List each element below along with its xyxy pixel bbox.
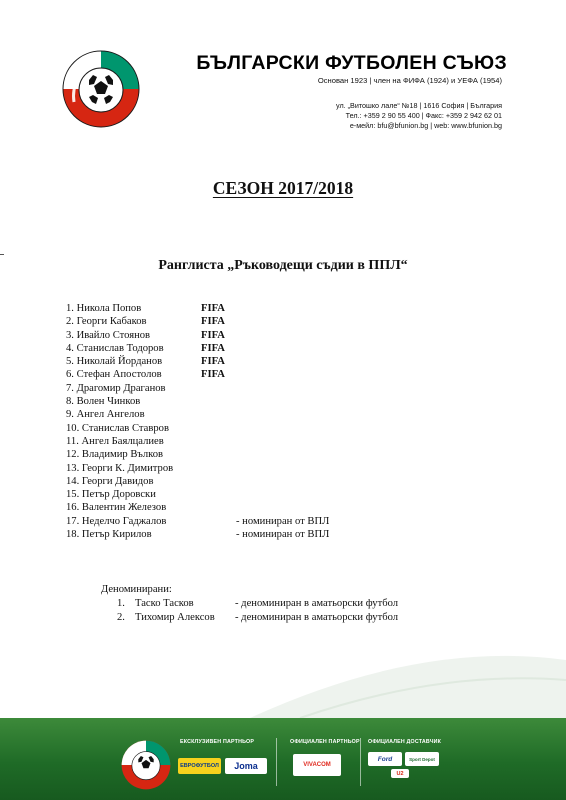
fifa-badge: FIFA	[201, 369, 225, 381]
address-line: ул. „Витошко лале“ №18 | 1616 София | България	[336, 101, 502, 110]
referee-row	[66, 515, 486, 528]
exclusive-partner-label: ЕКСКЛУЗИВЕН ПАРТНЬОР	[180, 739, 255, 745]
referee-row	[66, 368, 486, 381]
eurofootball-text: ЕВРОФУТБОЛ	[180, 763, 219, 769]
official-supplier-label: ОФИЦИАЛЕН ДОСТАВЧИК	[368, 739, 442, 745]
referee-row	[66, 382, 486, 395]
footer-divider	[360, 738, 361, 786]
referee-name: 11. Ангел Баялцалиев	[66, 435, 164, 447]
referee-row	[66, 462, 486, 475]
referee-name: 17. Неделчо Гаджалов	[66, 515, 167, 527]
referee-note: - номиниран от ВПЛ	[236, 515, 330, 527]
denominated-item	[117, 597, 447, 611]
joma-text: Joma	[234, 761, 258, 771]
margin-mark	[0, 254, 4, 255]
sport-depot-text: Sport Depot	[409, 756, 435, 762]
eurofootball-logo	[178, 758, 221, 774]
referee-row	[66, 501, 486, 514]
referee-row	[66, 342, 486, 355]
referee-name: 3. Ивайло Стоянов	[66, 329, 151, 341]
referee-name: Тихомир Алексов	[135, 612, 215, 623]
referee-name: 9. Ангел Ангелов	[66, 409, 145, 421]
referee-row	[66, 448, 486, 461]
u2-text: U2	[396, 770, 404, 777]
referee-name: 1. Никола Попов	[66, 303, 142, 314]
bfu-logo	[62, 50, 140, 128]
ford-logo	[368, 752, 402, 766]
referee-note: - деноминиран в аматьорски футбол	[235, 612, 399, 623]
referee-name: 7. Драгомир Драганов	[66, 382, 166, 394]
referee-name: 14. Георги Давидов	[66, 475, 154, 487]
referee-name: 6. Стефан Апостолов	[66, 369, 162, 381]
referee-name: 10. Станислав Ставров	[66, 422, 169, 434]
referee-name: 15. Петър Доровски	[66, 489, 156, 501]
official-partner-label: ОФИЦИАЛЕН ПАРТНЬОР	[290, 739, 360, 745]
referee-name: 8. Волен Чинков	[66, 396, 141, 408]
phone-fax-line: Тел.: +359 2 90 55 400 | Факс: +359 2 942 62 01	[345, 111, 502, 120]
sport-depot-logo	[405, 752, 439, 766]
referee-name: 4. Станислав Тодоров	[66, 342, 164, 354]
referee-name: 2. Георги Кабаков	[66, 316, 147, 328]
footer-divider	[276, 738, 277, 786]
fifa-badge: FIFA	[201, 316, 225, 328]
fifa-badge: FIFA	[201, 356, 225, 368]
referee-row	[66, 408, 486, 421]
referee-row	[66, 488, 486, 501]
referee-row	[66, 329, 486, 342]
referee-name: Таско Тасков	[135, 598, 194, 609]
footer-bfu-logo	[121, 740, 171, 790]
item-number: 1.	[117, 598, 125, 609]
referee-name: 13. Георги К. Димитров	[66, 462, 174, 474]
denominated-heading: Деноминирани:	[101, 584, 172, 595]
referee-row	[66, 422, 486, 435]
organization-founded: Основан 1923 | член на ФИФА (1924) и УЕФА (1954)	[317, 76, 502, 85]
referee-row	[66, 395, 486, 408]
organization-name: БЪЛГАРСКИ ФУТБОЛЕН СЪЮЗ	[196, 52, 507, 74]
referee-name: 16. Валентин Железов	[66, 502, 167, 514]
ranking-title: Ранглиста „Ръководещи съдии в ППЛ“	[158, 258, 408, 273]
referee-name: 18. Петър Кирилов	[66, 529, 152, 541]
ford-text: Ford	[377, 755, 393, 763]
vivacom-logo	[293, 754, 341, 776]
season-title: СЕЗОН 2017/2018	[212, 178, 354, 198]
referee-ranking-list	[66, 302, 486, 541]
vivacom-text: VIVACOM	[303, 762, 331, 768]
sponsor-footer	[0, 718, 566, 800]
referee-note: - номиниран от ВПЛ	[236, 529, 330, 541]
referee-row	[66, 302, 486, 315]
referee-name: 12. Владимир Вълков	[66, 449, 164, 461]
referee-row	[66, 475, 486, 488]
email-web-line: е-мейл: bfu@bfunion.bg | web: www.bfunion.bg	[349, 121, 502, 130]
referee-row	[66, 435, 486, 448]
item-number: 2.	[117, 612, 125, 623]
fifa-badge: FIFA	[201, 342, 225, 354]
joma-logo	[225, 758, 267, 774]
referee-row	[66, 528, 486, 541]
u2-logo	[391, 769, 409, 778]
fifa-badge: FIFA	[201, 329, 225, 341]
referee-name: 5. Николай Йорданов	[66, 356, 163, 368]
fifa-badge: FIFA	[201, 303, 225, 314]
referee-note: - деноминиран в аматьорски футбол	[235, 598, 399, 609]
referee-row	[66, 355, 486, 368]
denominated-item	[117, 611, 447, 625]
referee-row	[66, 315, 486, 328]
